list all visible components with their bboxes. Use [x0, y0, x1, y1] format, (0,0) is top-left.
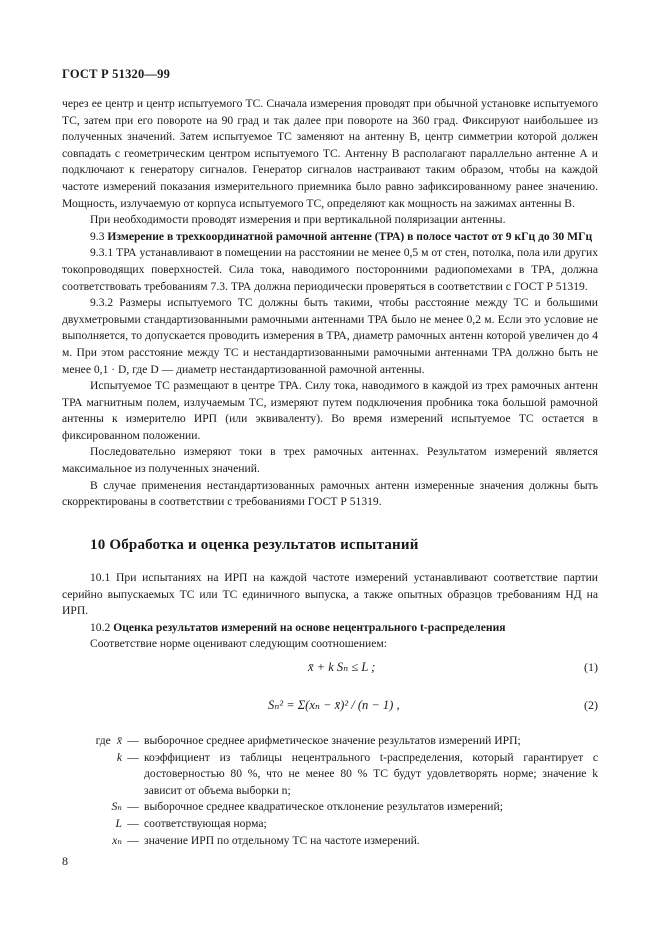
definition-dash: — [127, 800, 139, 814]
formula-1 [62, 659, 598, 679]
paragraph-text: В случае применения нестандартизованных рамочных антенн измеренные значения должны быть скорректированы в соответствии с требованиями ГОСТ Р 51319. [62, 478, 598, 509]
paragraph-9-3-2: 9.3.2 Размеры испытуемого ТС должны быть такими, чтобы расстояние между ТС и большими двухметровыми стандартизованными рамочными антеннами ТРА было не менее 0,2 м. Если это условие не выполняется, то допускается проводить измерения в ТРА, диаметр рамочных антенн которой увеличен до 4 м. При этом расстояние между ТС и нестандартизованными рамочными антеннами ТРА должно быть не менее 0,1 · D, где D — диаметр нестандартизованной рамочной антенны. [62, 296, 598, 376]
section-10-body [62, 570, 598, 653]
definitions-lead: где [95, 734, 111, 747]
formula-number: (2) [584, 698, 598, 712]
subsection-9-3-heading [62, 229, 598, 246]
formula-number: (1) [584, 660, 598, 674]
formula-expression: x̄ + k Sₙ ≤ L ; [308, 660, 376, 674]
subsection-title: Измерение в трехкоординатной рамочной антенне (ТРА) в полосе частот от 9 кГц до 30 МГц [107, 229, 593, 243]
definition-dash: — [127, 734, 139, 747]
definition-dash: — [127, 833, 139, 847]
paragraph-text: Испытуемое ТС размещают в центре ТРА. Силу тока, наводимого в каждой из трех рамочных антенн ТРА магнитным полем, излучаемым ТС, измеряют путем подключения пробника тока большой рамочной антенны к измерителю ИРП (или эквиваленту). Во время измерений испытуемое ТС остается в фиксированном положении. [62, 379, 598, 442]
definition-symbol: где x̄ [62, 733, 122, 750]
formula-expression: Sₙ² = Σ(xₙ − x̄)² / (n − 1) , [268, 698, 400, 712]
definition-text: значение ИРП по отдельному ТС на частоте измерений. [144, 833, 420, 847]
definition-symbol: Sₙ [111, 800, 122, 814]
paragraph-text: через ее центр и центр испытуемого ТС. Сначала измерения проводят при обычной установке испытуемого ТС, затем при его повороте на 90 град и так далее при повороте на 360 град. Фиксируют наибольшее из полученных значений. Затем испытуемое ТС заменяют на антенну В, центр симметрии которой должен совпадать с геометрическим центром испытуемого ТС. Антенну В располагают параллельно антенне А и подключают к генератору сигналов. Генератор сигналов настраивают таким образом, чтобы на каждой частоте измерений показания измерительного приемника было равно зафиксированному ранее значению. Мощность, излучаемую от корпуса испытуемого ТС, определяют как мощность на зажимах антенны В. [62, 97, 598, 210]
definition-row [62, 816, 598, 833]
definition-text: выборочное среднее квадратическое отклонение результатов измерений; [144, 800, 503, 814]
definition-text: выборочное среднее арифметическое значение результатов измерений ИРП; [144, 734, 521, 747]
paragraph-text: Соответствие норме оценивают следующим соотношением: [90, 637, 387, 651]
page-number: 8 [62, 854, 68, 868]
definition-text: соответствующая норма; [144, 816, 267, 830]
definition-row [62, 750, 598, 800]
subsection-number: 10.2 [90, 620, 111, 634]
definition-row [62, 799, 598, 816]
definition-row [62, 733, 598, 750]
subsection-title: Оценка результатов измерений на основе нецентрального t-распределения [113, 620, 506, 634]
definition-symbol: k [116, 750, 122, 764]
subsection-10-2-heading [62, 620, 598, 637]
paragraph-continuation [62, 96, 598, 511]
formula-2 [62, 697, 598, 717]
definition-dash: — [127, 816, 139, 830]
section-10-title: 10 Обработка и оценка результатов испытаний [90, 537, 419, 553]
definition-text: коэффициент из таблицы нецентрального t-распределения, который гарантирует с достоверностью 80 %, что не менее 80 % ТС будут удовлетворять норме; значение k зависит от объема выборки n; [144, 750, 598, 797]
paragraph-text: Последовательно измеряют токи в трех рамочных антеннах. Результатом измерений является максимальное из полученных значений. [62, 445, 598, 476]
document-header: ГОСТ Р 51320—99 [62, 67, 171, 81]
definitions-list [62, 733, 598, 849]
paragraph-text: При необходимости проводят измерения и при вертикальной поляризации антенны. [90, 213, 506, 227]
paragraph-9-3-1: 9.3.1 ТРА устанавливают в помещении на расстоянии не менее 0,5 м от стен, потолка, пола или других токопроводящих поверхностей. Сила тока, наводимого посторонними радиопомехами в ТРА, должна соответствовать требованиям 7.3. ТРА должна периодически проверяться в соответствии с ГОСТ Р 51319. [62, 246, 598, 293]
paragraph-10-1: 10.1 При испытаниях на ИРП на каждой частоте измерений устанавливают соответствие партии серийно выпускаемых ТС или ТС единичного выпуска, а также опытных образцов требованиям НД на ИРП. [62, 571, 598, 618]
definition-symbol: L [115, 816, 122, 830]
definition-symbol: xₙ [112, 833, 122, 847]
definition-dash: — [127, 750, 139, 764]
subsection-number: 9.3 [90, 229, 105, 243]
definition-row [62, 833, 598, 850]
